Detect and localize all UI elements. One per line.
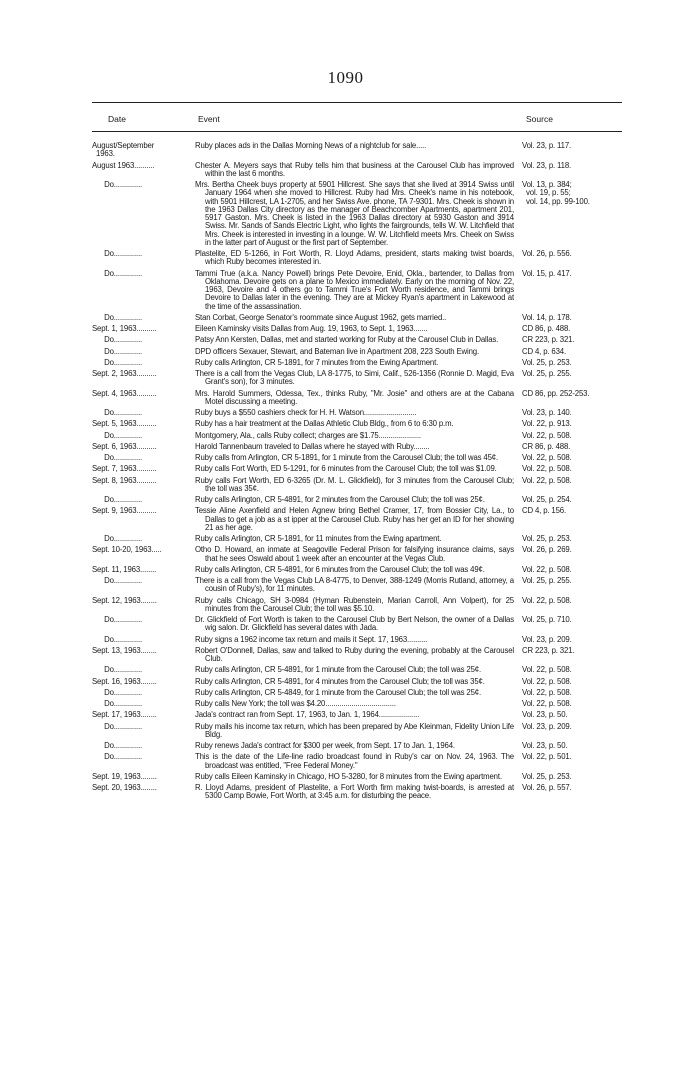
row-event: Robert O'Donnell, Dallas, saw and talked to Ruby during the evening, probably at the Carousel Club.: [195, 645, 514, 663]
row-date: Do..............: [92, 665, 143, 675]
table-row: [92, 477, 627, 494]
row-source: Vol. 22, p. 508.: [522, 687, 572, 697]
row-event: This is the date of the Life-line radio broadcast found in Ruby's car on Nov. 24, 1963. The broadcast was entitled, "Free Federal Money.": [195, 752, 514, 770]
table-row: [92, 636, 627, 644]
row-event: Ruby places ads in the Dallas Morning News of a nightclub for sale.....: [195, 141, 427, 150]
table-row: [92, 250, 627, 267]
row-event: Ruby calls Eileen Kaminsky in Chicago, HO 5-3280, for 8 minutes from the Ewing apartment.: [195, 771, 502, 781]
row-event: Ruby calls Arlington, CR 5-4891, for 1 minute from the Carousel Club; the toll was 25¢.: [195, 665, 481, 675]
row-event: Ruby calls from Arlington, CR 5-1891, for 1 minute from the Carousel Club; the toll was 45¢.: [195, 453, 498, 462]
table-row: [92, 390, 627, 407]
row-date: Sept. 9, 1963..........: [92, 506, 157, 516]
row-event: Stan Corbat, George Senator's roommate since August 1962, gets married..: [195, 312, 447, 322]
chronology-table: [92, 142, 627, 801]
row-source: CR 86, p. 488.: [522, 441, 571, 451]
row-event: Plastelite, ED 5-1266, in Fort Worth, R. Lloyd Adams, president, starts making twist boards, which Ruby becomes interested in.: [195, 249, 514, 267]
row-date: Do..............: [92, 534, 143, 543]
table-row: [92, 773, 627, 781]
row-date: Do..............: [92, 453, 143, 462]
row-event: Chester A. Meyers says that Ruby tells him that business at the Carousel Club has improved within the last 6 months.: [195, 160, 514, 178]
row-date: Do..............: [92, 576, 143, 585]
row-source: Vol. 22, p. 508.: [522, 453, 572, 462]
table-row: [92, 370, 627, 387]
row-date: Sept. 7, 1963..........: [92, 464, 157, 474]
row-date: Do..............: [92, 495, 143, 504]
table-row: [92, 723, 627, 740]
table-row: [92, 597, 627, 614]
row-date: Sept. 12, 1963........: [92, 595, 157, 605]
row-date: Do..............: [92, 741, 143, 750]
column-header-date: Date: [108, 114, 126, 124]
row-date: Do..............: [92, 346, 143, 356]
row-source: Vol. 26, p. 557.: [522, 783, 572, 792]
row-event: Ruby calls Fort Worth, ED 5-1291, for 6 minutes from the Carousel Club; the toll was $1.09.: [195, 464, 497, 474]
table-row: [92, 507, 627, 532]
row-event: Ruby calls Arlington, CR 5-4891, for 2 minutes from the Carousel Club; the toll was 25¢.: [195, 495, 485, 504]
row-event: There is a call from the Vegas Club, LA 8-1775, to Simi, Calif., 526-1356 (Ronnie D. Magid, Eva Grant's son), for 3 minutes.: [195, 369, 514, 387]
row-source: Vol. 25, p. 253.: [522, 771, 572, 781]
row-date: August 1963..........: [92, 160, 155, 170]
page-number: 1090: [327, 68, 364, 87]
row-event: Ruby calls Arlington, CR 5-1891, for 11 minutes from the Ewing apartment.: [195, 534, 442, 543]
row-event: Montgomery, Ala., calls Ruby collect; charges are $1.75.....................: [195, 430, 421, 440]
row-event: Mrs. Bertha Cheek buys property at 5901 Hillcrest. She says that she lived at 3914 Swiss until January 1964 when she moved to Hillcrest. Ruby had Mrs. Cheek's name in his notebook, with 5901 Hillcrest, LA 1-2705, and her Swiss Ave. phone, TA 7-9301. Mrs. Cheek is shown in the 1963 Dallas City directory as the manager of Beachcomber Apartments, apartment 201, 5917 Gaston. Mrs. Cheek is listed in the 1963 Dallas directory at 5930 Gaston and 3914 Swiss. Mr. Sands of Sands Electric Light, who lights the fairgrounds, tells W. W. Litchfield that Mrs. Cheek is interested in investing in a lounge. W. W. Litchfield meets Mrs. Cheek on Swiss in the latter part of August or the first part of September.: [195, 180, 514, 247]
row-source: CR 223, p. 321.: [522, 335, 575, 345]
row-date: Do..............: [92, 430, 143, 440]
table-row: [92, 348, 627, 356]
row-source: Vol. 23, p. 50.: [522, 710, 568, 720]
table-row: [92, 142, 627, 159]
row-source: Vol. 22, p. 508.: [522, 676, 572, 686]
table-row: [92, 181, 627, 247]
row-source: CD 4, p. 156.: [522, 506, 566, 516]
row-source: Vol. 25, p. 254.: [522, 495, 572, 504]
row-date: August/September 1963.: [92, 141, 155, 159]
table-row: [92, 566, 627, 574]
table-row: [92, 270, 627, 311]
row-date: Do..............: [92, 312, 143, 322]
table-row: [92, 753, 627, 770]
row-date: Do..............: [92, 634, 143, 644]
row-date: Sept. 13, 1963........: [92, 645, 157, 655]
row-source: CD 4, p. 634.: [522, 346, 566, 356]
row-date: Do..............: [92, 268, 143, 278]
row-event: Eileen Kaminsky visits Dallas from Aug. 19, 1963, to Sept. 1, 1963.......: [195, 324, 428, 333]
row-source: Vol. 22, p. 508.: [522, 665, 572, 675]
row-event: Harold Tannenbaum traveled to Dallas where he stayed with Ruby........: [195, 441, 430, 451]
row-event: Patsy Ann Kersten, Dallas, met and started working for Ruby at the Carousel Club in Dallas.: [195, 335, 499, 345]
row-event: Ruby calls Fort Worth, ED 6-3265 (Dr. M. L. Glickfield), for 3 minutes from the Carousel Club; the toll was 35¢.: [195, 475, 514, 493]
row-event: Ruby has a hair treatment at the Dallas Athletic Club Bldg., from 6 to 6:30 p.m.: [195, 419, 454, 429]
row-event: Ruby renews Jada's contract for $300 per week, from Sept. 17 to Jan. 1, 1964.: [195, 741, 455, 750]
row-date: Do..............: [92, 249, 143, 258]
row-source: Vol. 13, p. 384; vol. 19, p. 55; vol. 14, pp. 99-100.: [522, 180, 590, 206]
row-event: Ruby signs a 1962 income tax return and mails it Sept. 17, 1963..........: [195, 634, 428, 644]
row-date: Sept. 5, 1963..........: [92, 419, 157, 429]
row-date: Do..............: [92, 335, 143, 345]
column-header-source: Source: [526, 114, 553, 124]
column-header-event: Event: [198, 114, 220, 124]
row-source: Vol. 22, p. 508.: [522, 475, 572, 485]
table-row: [92, 314, 627, 322]
header-bottom-rule: [92, 131, 622, 132]
table-row: [92, 443, 627, 451]
header-top-rule: [92, 102, 622, 103]
table-row: [92, 454, 627, 462]
row-source: Vol. 25, p. 253.: [522, 357, 572, 367]
row-event: Ruby calls Arlington, CR 5-4891, for 4 minutes from the Carousel Club; the toll was 35¢.: [195, 676, 485, 686]
row-source: CR 223, p. 321.: [522, 645, 575, 655]
row-source: Vol. 23, p. 140.: [522, 408, 572, 417]
row-date: Sept. 4, 1963..........: [92, 388, 157, 398]
table-row: [92, 577, 627, 594]
table-row: [92, 432, 627, 440]
row-source: Vol. 22, p. 508.: [522, 699, 572, 708]
row-source: Vol. 23, p. 209.: [522, 634, 572, 644]
row-source: Vol. 23, p. 209.: [522, 721, 572, 731]
table-row: [92, 742, 627, 750]
row-event: Dr. Glickfield of Fort Worth is taken to the Carousel Club by Bert Nelson, the owner of a Dallas wig salon. Dr. Glickfield has several dates with Jada.: [195, 615, 514, 633]
row-event: Jada's contract ran from Sept. 17, 1963, to Jan. 1, 1964....................: [195, 710, 420, 720]
row-date: Do..............: [92, 699, 143, 708]
row-event: Ruby calls Chicago, SH 3-0984 (Hyman Rubenstein, Marian Carroll, Ann Volpert), for 25 minutes from the Carousel Club; the toll was $5.10.: [195, 595, 514, 613]
row-event: Tessie Aline Axenfield and Helen Agnew bring Bethel Cramer, 17, from Bossier City, La., to Dallas to get a job as a st ipper at the Carousel Club. Ruby has her get an ID for her showing 21 as her age.: [195, 506, 514, 532]
row-date: Do..............: [92, 408, 143, 417]
row-source: Vol. 23, p. 117.: [522, 141, 572, 150]
table-row: [92, 409, 627, 417]
row-date: Do..............: [92, 752, 143, 762]
row-event: Ruby calls Arlington, CR 5-1891, for 7 minutes from the Ewing Apartment.: [195, 357, 439, 367]
row-event: Otho D. Howard, an inmate at Seagoville Federal Prison for falsifying insurance claims, says that he sees Oswald about 1 week after an encounter at the Vegas Club.: [195, 545, 514, 563]
row-date: Sept. 17, 1963........: [92, 710, 157, 720]
table-row: [92, 711, 627, 719]
table-row: [92, 465, 627, 473]
row-source: CD 86, p. 488.: [522, 324, 571, 333]
row-source: Vol. 14, p. 178.: [522, 312, 572, 322]
table-row: [92, 647, 627, 664]
row-event: Ruby buys a $550 cashiers check for H. H. Watson..........................: [195, 408, 417, 417]
row-date: Sept. 20, 1963........: [92, 783, 157, 792]
row-date: Sept. 19, 1963........: [92, 771, 157, 781]
row-event: Mrs. Harold Summers, Odessa, Tex., thinks Ruby, "Mr. Josie" and others are at the Cabana Motel discussing a meeting.: [195, 388, 514, 406]
row-date: Sept. 11, 1963........: [92, 564, 157, 574]
row-source: Vol. 25, p. 253.: [522, 534, 572, 543]
row-source: Vol. 15, p. 417.: [522, 268, 572, 278]
table-row: [92, 689, 627, 697]
table-row: [92, 420, 627, 428]
row-event: Ruby calls Arlington, CR 5-4849, for 1 minute from the Carousel Club; the toll was 25¢.: [195, 687, 481, 697]
table-row: [92, 325, 627, 333]
row-event: R. Lloyd Adams, president of Plastelite, a Fort Worth firm making twist-boards, is arrested at 5300 Camp Bowie, Fort Worth, at 3:45 a.m. for disturbing the peace.: [195, 783, 514, 801]
row-source: Vol. 22, p. 913.: [522, 419, 572, 429]
table-row: [92, 616, 627, 633]
row-source: Vol. 22, p. 508.: [522, 564, 572, 574]
table-row: [92, 359, 627, 367]
row-date: Do..............: [92, 721, 143, 731]
row-source: Vol. 23, p. 118.: [522, 160, 572, 170]
table-row: [92, 162, 627, 179]
row-source: Vol. 22, p. 501.: [522, 752, 572, 762]
row-date: Sept. 10-20, 1963.....: [92, 545, 162, 555]
row-date: Do..............: [92, 357, 143, 367]
row-source: Vol. 22, p. 508.: [522, 464, 572, 474]
row-date: Sept. 2, 1963..........: [92, 369, 157, 378]
row-date: Sept. 6, 1963..........: [92, 441, 157, 451]
table-row: [92, 535, 627, 543]
row-source: Vol. 23, p. 50.: [522, 741, 568, 750]
table-row: [92, 336, 627, 344]
table-row: [92, 496, 627, 504]
row-date: Do..............: [92, 180, 143, 189]
row-event: There is a call from the Vegas Club LA 8-4775, to Denver, 388-1249 (Morris Rutland, attorney, a cousin of Ruby's), for 11 minutes.: [195, 576, 514, 594]
row-event: Ruby calls New York; the toll was $4.20...................................: [195, 699, 396, 708]
table-row: [92, 678, 627, 686]
row-source: CD 86, pp. 252-253.: [522, 388, 590, 398]
row-source: Vol. 22, p. 508.: [522, 595, 572, 605]
row-date: Do..............: [92, 615, 143, 624]
row-date: Sept. 16, 1963........: [92, 676, 157, 686]
row-date: Do..............: [92, 687, 143, 697]
row-source: Vol. 26, p. 556.: [522, 249, 572, 258]
table-row: [92, 666, 627, 674]
table-row: [92, 700, 627, 708]
row-event: DPD officers Sexauer, Stewart, and Bateman live in Apartment 208, 223 South Ewing.: [195, 346, 480, 356]
row-date: Sept. 8, 1963..........: [92, 475, 157, 485]
row-source: Vol. 22, p. 508.: [522, 430, 572, 440]
row-source: Vol. 25, p. 710.: [522, 615, 572, 624]
row-source: Vol. 26, p. 269.: [522, 545, 572, 555]
row-source: Vol. 25, p. 255.: [522, 576, 572, 585]
row-source: Vol. 25, p. 255.: [522, 369, 572, 378]
row-event: Ruby mails his income tax return, which has been prepared by Abe Kleinman, Fidelity Union Life Bldg.: [195, 721, 514, 739]
row-event: Tammi True (a.k.a. Nancy Powell) brings Pete Devoire, Enid, Okla., bartender, to Dallas from Oklahoma. Devoire gets on a plane to Mexico immediately. Early on the morning of Nov. 22, 1963, Devoire and 4 others go to Tammi True's Fort Worth residence, and Tammi brings Devoire to Dallas later in the evening. They are at Mickey Ryan's apartment in Lakewood at the time of the assassination.: [195, 268, 514, 311]
row-date: Sept. 1, 1963..........: [92, 324, 157, 333]
table-row: [92, 784, 627, 801]
table-row: [92, 546, 627, 563]
row-event: Ruby calls Arlington, CR 5-4891, for 6 minutes from the Carousel Club; the toll was 49¢.: [195, 564, 485, 574]
